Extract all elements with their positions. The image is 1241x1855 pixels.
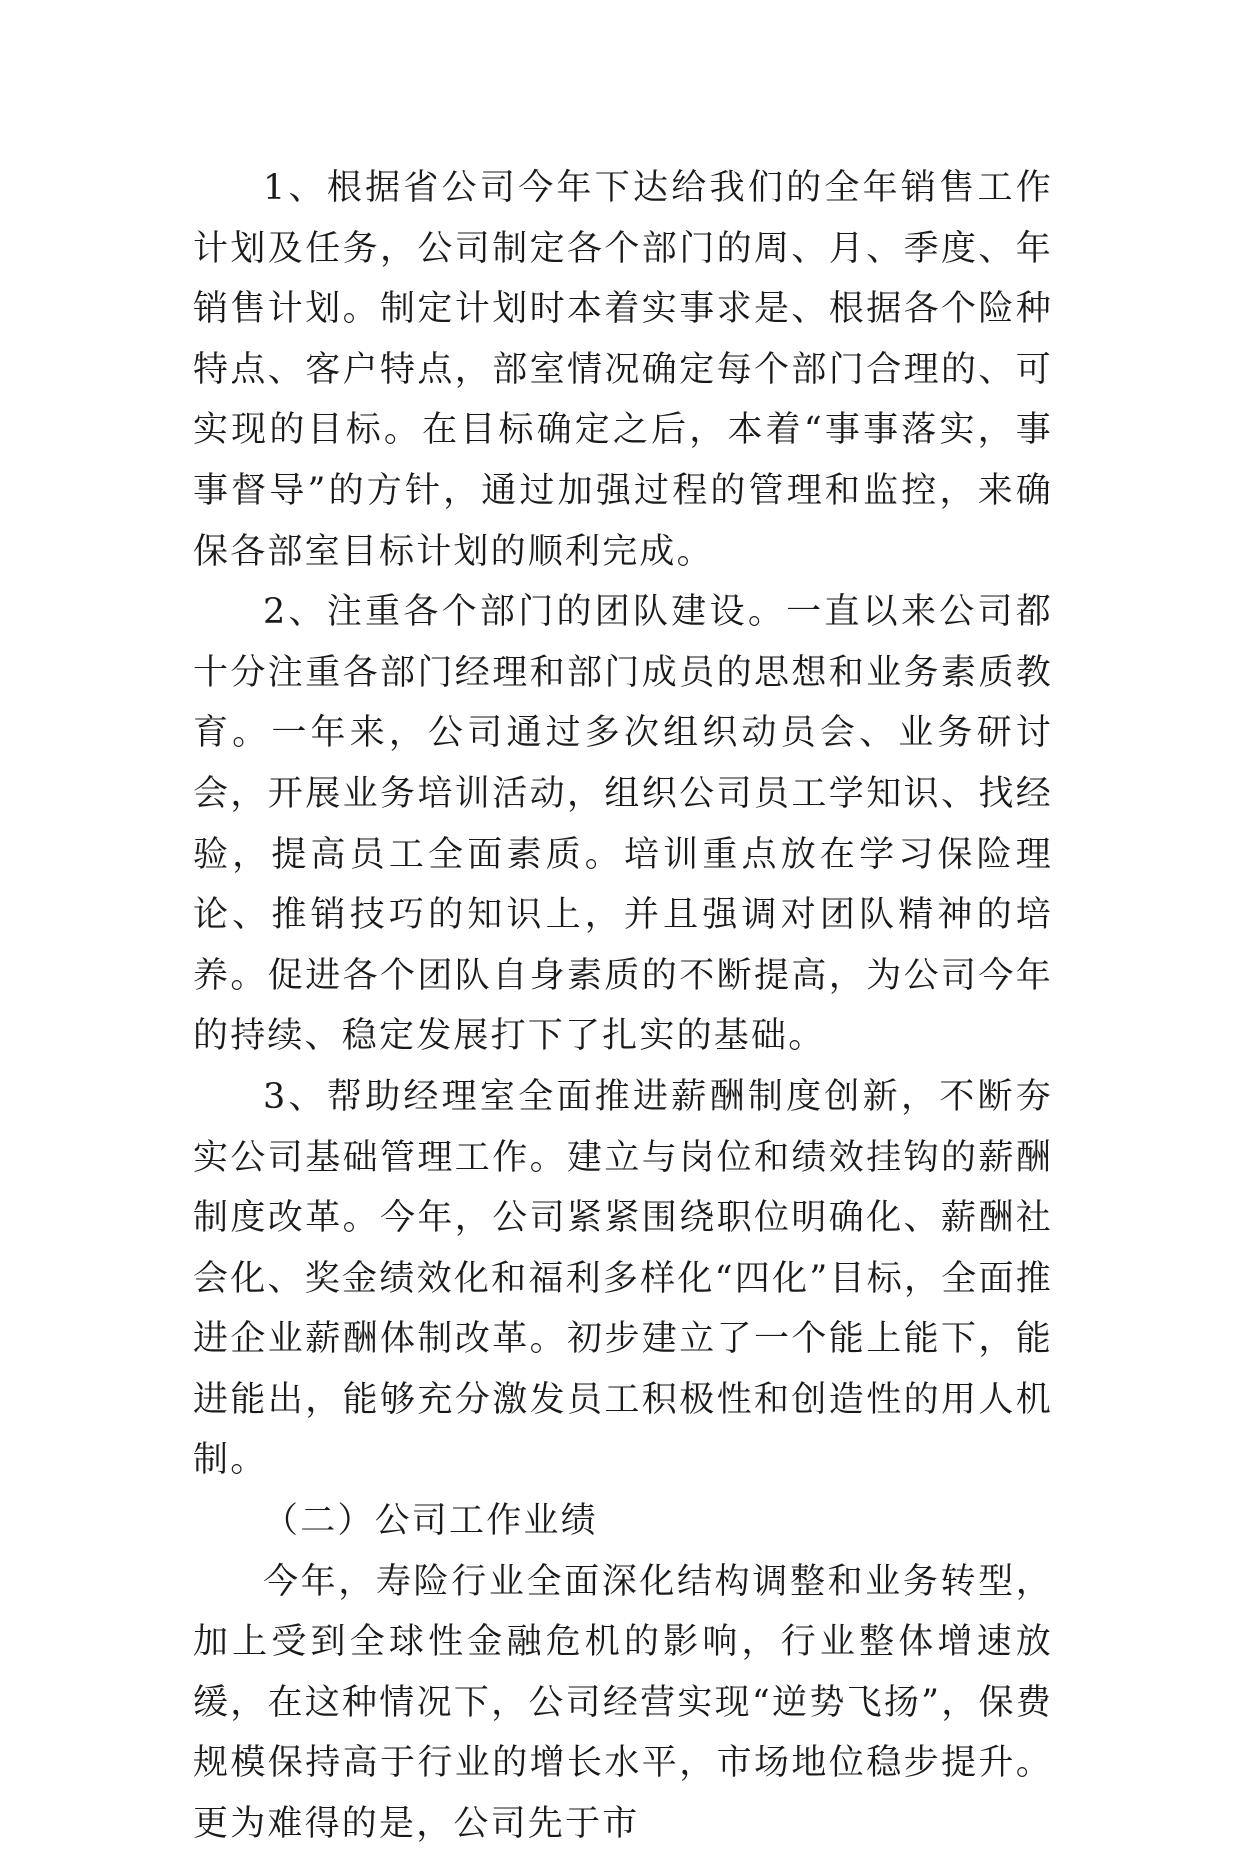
section-heading: （二）公司工作业绩 xyxy=(263,1501,598,1542)
document-body xyxy=(193,158,1053,1855)
paragraph-sales-plan: 1、根据省公司今年下达给我们的全年销售工作计划及任务，公司制定各个部门的周、月、季度、年销售计划。制定计划时本着实事求是、根据各个险种特点、客户特点，部室情况确定每个部门合理的、可实现的目标。在目标确定之后，本着“事事落实，事事督导”的方针，通过加强过程的管理和监控，来确保各部室目标计划的顺利完成。 xyxy=(193,168,1053,572)
paragraph-performance: 今年，寿险行业全面深化结构调整和业务转型，加上受到全球性金融危机的影响，行业整体增速放缓，在这种情况下，公司经营实现“逆势飞扬”，保费规模保持高于行业的增长水平，市场地位稳步提升。更为难得的是，公司先于市 xyxy=(193,1561,1053,1845)
paragraph-team-building: 2、注重各个部门的团队建设。一直以来公司都十分注重各部门经理和部门成员的思想和业务素质教育。一年来，公司通过多次组织动员会、业务研讨会，开展业务培训活动，组织公司员工学知识、找经验，提高员工全面素质。培训重点放在学习保险理论、推销技巧的知识上，并且强调对团队精神的培养。促进各个团队自身素质的不断提高，为公司今年的持续、稳定发展打下了扎实的基础。 xyxy=(193,592,1053,1057)
paragraph-salary-reform: 3、帮助经理室全面推进薪酬制度创新，不断夯实公司基础管理工作。建立与岗位和绩效挂钩的薪酬制度改革。今年，公司紧紧围绕职位明确化、薪酬社会化、奖金绩效化和福利多样化“四化”目标，全面推进企业薪酬体制改革。初步建立了一个能上能下，能进能出，能够充分激发员工积极性和创造性的用人机制。 xyxy=(193,1076,1053,1481)
